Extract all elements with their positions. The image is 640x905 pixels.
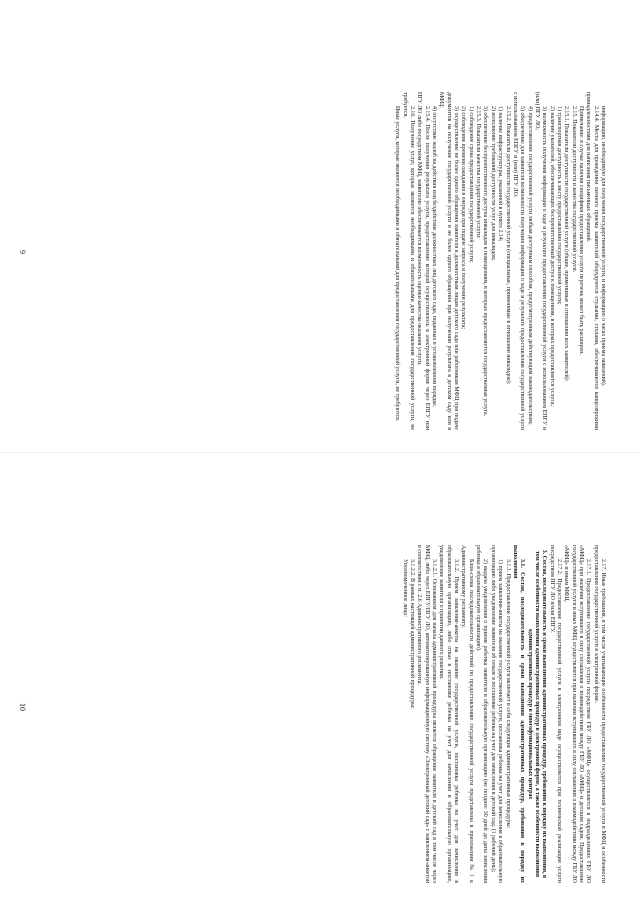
paragraph: 3.1.2.1. Основанием для начала административной процедуры является обращение заявителя в детский сад в том числе через МФЦ, либо через ЕПГУ/ПГУ ЛО, автоматизированную информационную систему «Электронный детский сад» с заявлением-анкетой в соответствии с п. 2.6 Административного регламента. <box>416 545 438 883</box>
paragraph: 2.15.2. Показатели доступности государственной услуги (специальные, применимые в отношении инвалидов): <box>504 106 511 385</box>
paragraph: 1) наличие инфраструктуры, указанной в пункте 2.14; <box>497 106 504 242</box>
paragraph: 1) транспортная доступность к месту предоставления государственной услуги; <box>555 106 562 305</box>
paragraph: 2.15.1. Показатели доступности государственной услуги (общие, применимые в отношении всех заявителей): <box>563 106 570 382</box>
paragraph: информацию, необходимую для получения государственной услуги, и информацию о часах приема заявлений). <box>600 106 606 387</box>
paragraph: Примечание: в случае наличия специфики предоставления услуги перечень может быть расширен. <box>577 106 584 355</box>
page-number: 10 <box>18 703 27 711</box>
section-heading: 3. Состав, последовательность и сроки выполнения административных процедур, требования к порядку их выполнения, в том числе особенности выполнения административных процедур в электронной форме, а также особенности выполнения административных процедур в многофункциональных центрах <box>526 549 548 879</box>
paragraph: Блок-схема последовательности действий по предоставлению государственной услуги представлена в приложении № 1 к Административному регламенту. <box>460 545 474 883</box>
paragraph: 3.1.2.2. В рамках настоящей административной процедуры: <box>409 559 416 709</box>
paragraph: 5) обеспечение для заявителя возможности получения информации о ходе и результате предоставления государственной услуги с использованием ЕПГУ и (или) ПГУ ЛО. <box>511 92 526 430</box>
paragraph: 2.15. Показатели доступности и качества государственной услуги. <box>570 106 577 273</box>
paragraph: 1) прием заявления-анкеты на оказание государственной услуги, постановка ребенка на учет для зачисления в образовательную организацию либо уведомление заявителя об отказе в постановке ребенка на учет для зачисления в детский сад. (1 рабочий день); <box>489 545 504 883</box>
paragraph: 3.1.2. Прием заявления-анкеты на оказание государственной услуги, постановка ребенка на учет для зачисления в образовательную организацию, либо отказ в постановке ребенка на учет для зачисления в образовательную организацию, уведомление заявителя о принятии данного решения. <box>438 545 460 883</box>
paragraph: Иные услуги, которые являются необходимыми и обязательными для предоставления государственной услуги, не требуются. <box>394 106 401 422</box>
page-number: 9 <box>18 250 27 254</box>
paragraph: 2.17. Иные требования, в том числе учитывающие особенности предоставления государственной услуги в МФЦ и особенности предоставления государственной услуги в электронной форме. <box>592 545 606 883</box>
page-10-body <box>60 545 606 883</box>
paragraph: 2.15.4. После получения результата услуги, предоставление которой осуществлялось в электронной форме через ЕПГУ или ПГУ ЛО либо посредством МФЦ, заявителю обеспечивается возможность оценки качества оказания услуги. <box>416 92 430 430</box>
paragraph: Уполномоченное лицо: <box>401 559 408 617</box>
paragraph: 2) исполнение требований доступности услуг для инвалидов; <box>489 106 496 261</box>
paragraph: 2.17.2. Предоставление государственной услуги в электронном виде осуществляется при технической реализации услуги посредством ПГУ ЛО и/или ЕПГУ. <box>548 545 562 883</box>
paragraph: 3) обеспечение беспрепятственного доступа инвалидов к помещениям, в которых предоставляется государственная услуга. <box>482 106 489 417</box>
paragraph: 4) предоставление государственной услуги любым доступным способом, предусмотренным действующим законодательством; <box>526 106 533 425</box>
page-10 <box>0 453 640 905</box>
paragraph: 3) возможность получения информации о ходе и результате предоставления государственной услуги с использованием ЕПГУ и (или) ПГУ ЛО; <box>533 92 548 430</box>
paragraph: 2.17.1. Предоставление государственной услуги посредством ГБУ ЛО «МФЦ» осуществляется в подразделениях ГБУ ЛО «МФЦ» при наличии вступившего в силу соглашения о взаимодействии между ГБУ ЛО «МФЦ» и детским садом. Предоставление государственной услуги в иных МФЦ осуществляется при наличии вступившего в силу соглашения о взаимодействии между ГБУ ЛО «МФЦ» и иным МФЦ. <box>563 545 592 883</box>
paragraph: 4) отсутствие жалоб на действия или бездействие должностных лиц детского сада, поданных в установленном порядке. <box>431 106 438 408</box>
page-9 <box>0 0 640 452</box>
paragraph: 2.16. Получение услуг, которые являются необходимыми и обязательными для предоставления государственной услуги, не требуется. <box>401 92 416 430</box>
paragraph: 3) осуществление не более одного обращения заявителя к должностным лицам детского сада или работникам МФЦ при подаче документов на получение государственной услуги и не более одного обращения при получении результата в детском саду или в МФЦ; <box>438 92 460 430</box>
paragraph: 2.14.4. Места для проведения личного приема заявителей оборудуются стульями, столами, обеспечиваются канцелярскими принадлежностями для написания письменных обращений. <box>585 92 599 430</box>
paragraph: 2) наличие указателей, обеспечивающих беспрепятственный доступ к помещениям, в которых предоставляется услуга; <box>548 106 555 407</box>
paragraph: 2) выдача уведомления о приеме ребенка заявителя в образовательную организацию (не позднее 30 дней до даты зачисления ребенка в образовательную организацию). <box>475 545 489 883</box>
paragraph: 3.1.1. Предоставление государственной услуги включает в себя следующие административные процедуры: <box>504 559 511 829</box>
paragraph: 2.15.3. Показатели качества государственной услуги: <box>475 106 482 239</box>
paragraph: 2) соблюдение времени ожидания в очереди при подаче запроса и получении результата; <box>460 106 467 330</box>
page-9-body <box>60 92 606 430</box>
paragraph: 1) соблюдение срока предоставления государственной услуги; <box>467 106 474 263</box>
subsection-heading: 3.1. Состав, последовательность и сроки выполнения административных процедур, требования к порядку их выполнения <box>511 545 526 883</box>
